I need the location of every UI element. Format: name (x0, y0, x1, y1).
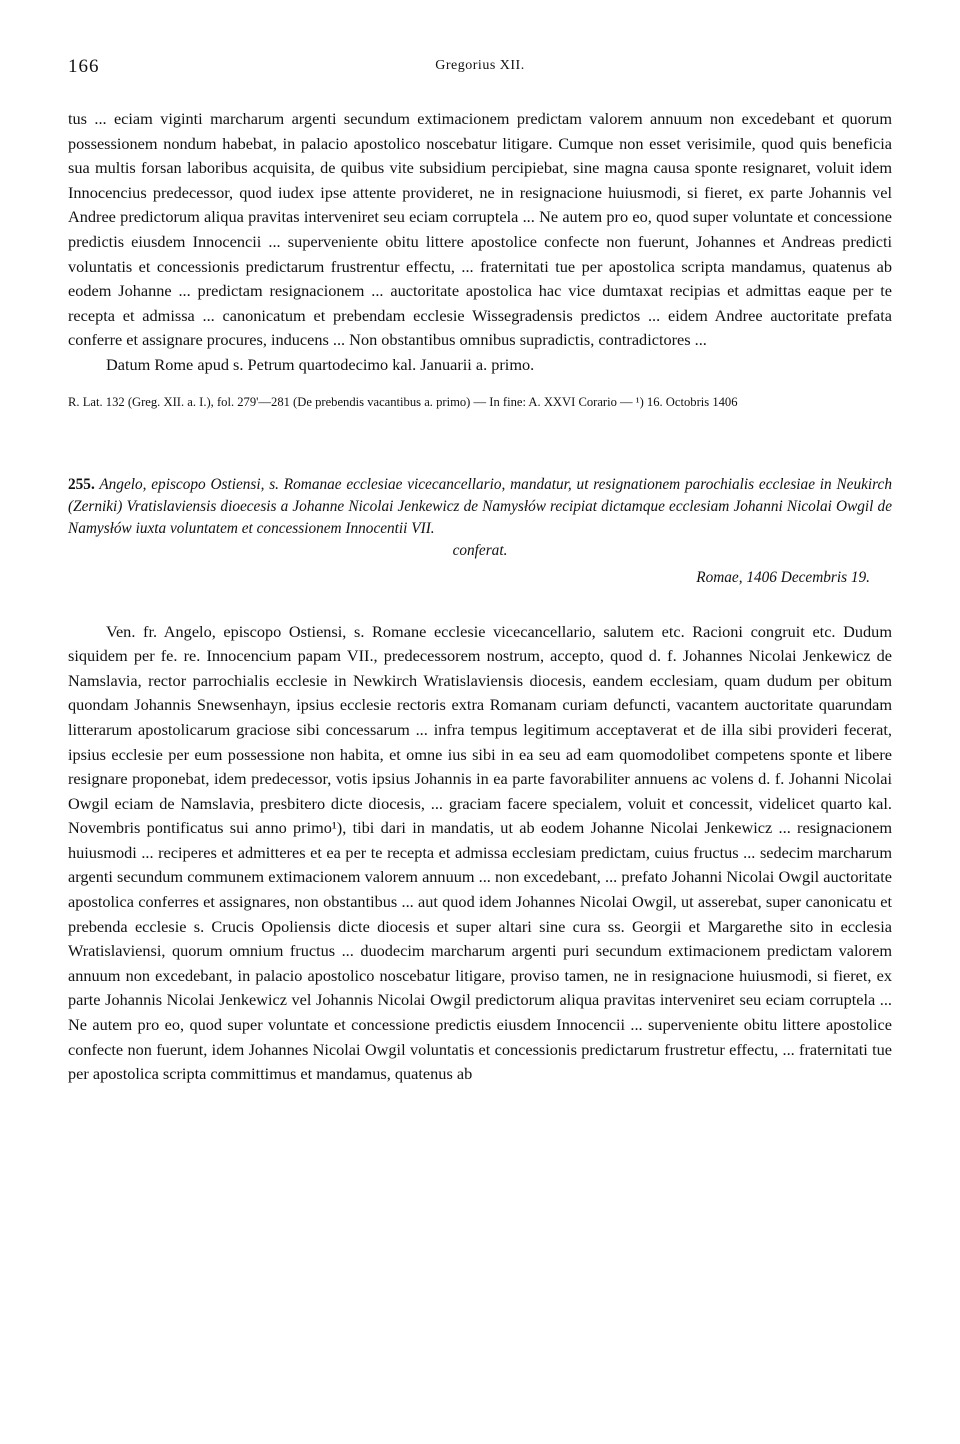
document-255-place-date: Romae, 1406 Decembris 19. (696, 568, 870, 586)
page-header (68, 56, 892, 82)
document-254-source-note: R. Lat. 132 (Greg. XII. a. I.), fol. 279'—281 (De prebendis vacantibus a. primo) — In fine: A. XXVI Corario — ¹) 16. Octobris 1406 (68, 394, 738, 409)
document-255-summary-end: conferat. (452, 541, 508, 559)
document-255-summary: Angelo, episcopo Ostiensi, s. Romanae ecclesiae vicecancellario, mandatur, ut resignationem parochialis ecclesiae in Neukirch (Zerniki) Vratislaviensis dioecesis a Johanne Nicolai Jenkewicz de Namysłów recipiat dictamque ecclesiam Johanni Nicolai Owgil de Namysłów iuxta voluntatem et concessionem Innocentii VII. (68, 475, 892, 537)
page-number: 166 (68, 56, 100, 77)
page-body (68, 107, 892, 1087)
document-255-text: Ven. fr. Angelo, episcopo Ostiensi, s. Romane ecclesie vicecancellario, salutem etc. Racioni congruit etc. Dudum siquidem per fe. re. Innocencium papam VII., predecessorem nostrum, accepto, quod d. f. Johannes Nicolai Jenkewicz de Namslavia, rector parrochialis ecclesie in Newkirch Wratislaviensis diocesis, eandem ecclesiam, quam dudum per obitum quondam Johannis Snewsenhayn, ipsius ecclesie rectoris extra Romanam curiam defuncti, vacantem auctoritate quarundam litterarum apostolicarum graciose sibi concessarum ... infra tempus legitimum acceptaverat et de illa sibi provideri fecerat, ipsius ecclesie per eum possessione non habita, et omne ius sibi in ea seu ad eam quomodolibet competens sponte et libere resignare proponebat, idem predecessor, votis ipsius Johannis in ea parte favorabiliter annuens ac volens d. f. Johanni Nicolai Owgil eciam de Namslavia, presbitero dicte diocesis, ... graciam facere specialem, voluit et concessit, videlicet quarto kal. Novembris pontificatus sui anno primo¹), tibi dari in mandatis, ut ab eodem Johanne Nicolai Jenkewicz ... resignacionem huiusmodi ... reciperes et admitteres et ea per te recepta et admissa ecclesiam predictam, cuius fructus ... sedecim marcharum argenti secundum communem extimacionem valorem annuum ... non excedebant, ... prefato Johanni Nicolai Owgil auctoritate apostolica conferres et assignares, non obstantibus ... aut quod idem Johannes Nicolai Owgil, ut asserebat, super canonicatu et prebenda ecclesie s. Crucis Opoliensis dicte diocesis et super altari sine cura ss. Georgii et Margarethe sito in ecclesia Wratislaviensi, quorum omnium fructus ... duodecim marcharum argenti puri secundum extimacionem predictam valorem annuum non excedebant, in palacio apostolico noscebatur litigare, proviso tamen, ne in resignacione huiusmodi, si fieret, ex parte Johannis Nicolai Jenkewicz vel Johannis Nicolai Owgil predictorum aliqua pravitas interveniret seu eciam corruptela ... Ne autem pro eo, quod super voluntate et concessione predictis eiusdem Innocencii ... superveniente obitu littere apostolice confecte non fuerunt, idem Johannes Nicolai Owgil voluntatis et concessionis predictarum frustretur effectu, ... fraternitati tue per apostolica scripta committimus et mandamus, quatenus ab (68, 621, 892, 1084)
document-254-continuation: tus ... eciam viginti marcharum argenti secundum extimacionem predictam valorem annuum non excedebant et quorum possessionem nondum habebat, in palacio apostolico noscebatur litigare. Cumque non esset verisimile, quod quis beneficia sua multis forsan laboribus acquisita, de quibus vite subsidium percipiebat, sine magna causa sponte resignaret, voluit idem Innocencius predecessor, quod iudex ipse attente provideret, ne in resignacione huiusmodi, si fieret, ex parte Johannis vel Andree predictorum aliqua pravitas interveniret seu eciam corruptela ... Ne autem pro eo, quod super voluntate et concessione predictis eiusdem Innocencii ... superveniente obitu littere apostolice confecte non fuerunt, Johannes et Andreas predicti voluntatis et concessionis predictarum frustrentur effectu, ... fraternitati tue per apostolica scripta mandamus, quatenus ab eodem Johanne ... predictam resignacionem ... auctoritate apostolica hac vice dumtaxat recipias et admittas eaque per te recepta et admissa ... canonicatum et prebendam ecclesie Wissegradensis predictos ... eidem Andree auctoritate prefata conferre et assignare procures, inducens ... Non obstantibus omnibus supradictis, contradictores ... (68, 109, 892, 350)
document-254-datum: Datum Rome apud s. Petrum quartodecimo kal. Januarii a. primo. (106, 354, 535, 374)
document-255-regest (68, 474, 892, 540)
document-number: 255. (68, 475, 95, 493)
running-title: Gregorius XII. (435, 58, 525, 73)
